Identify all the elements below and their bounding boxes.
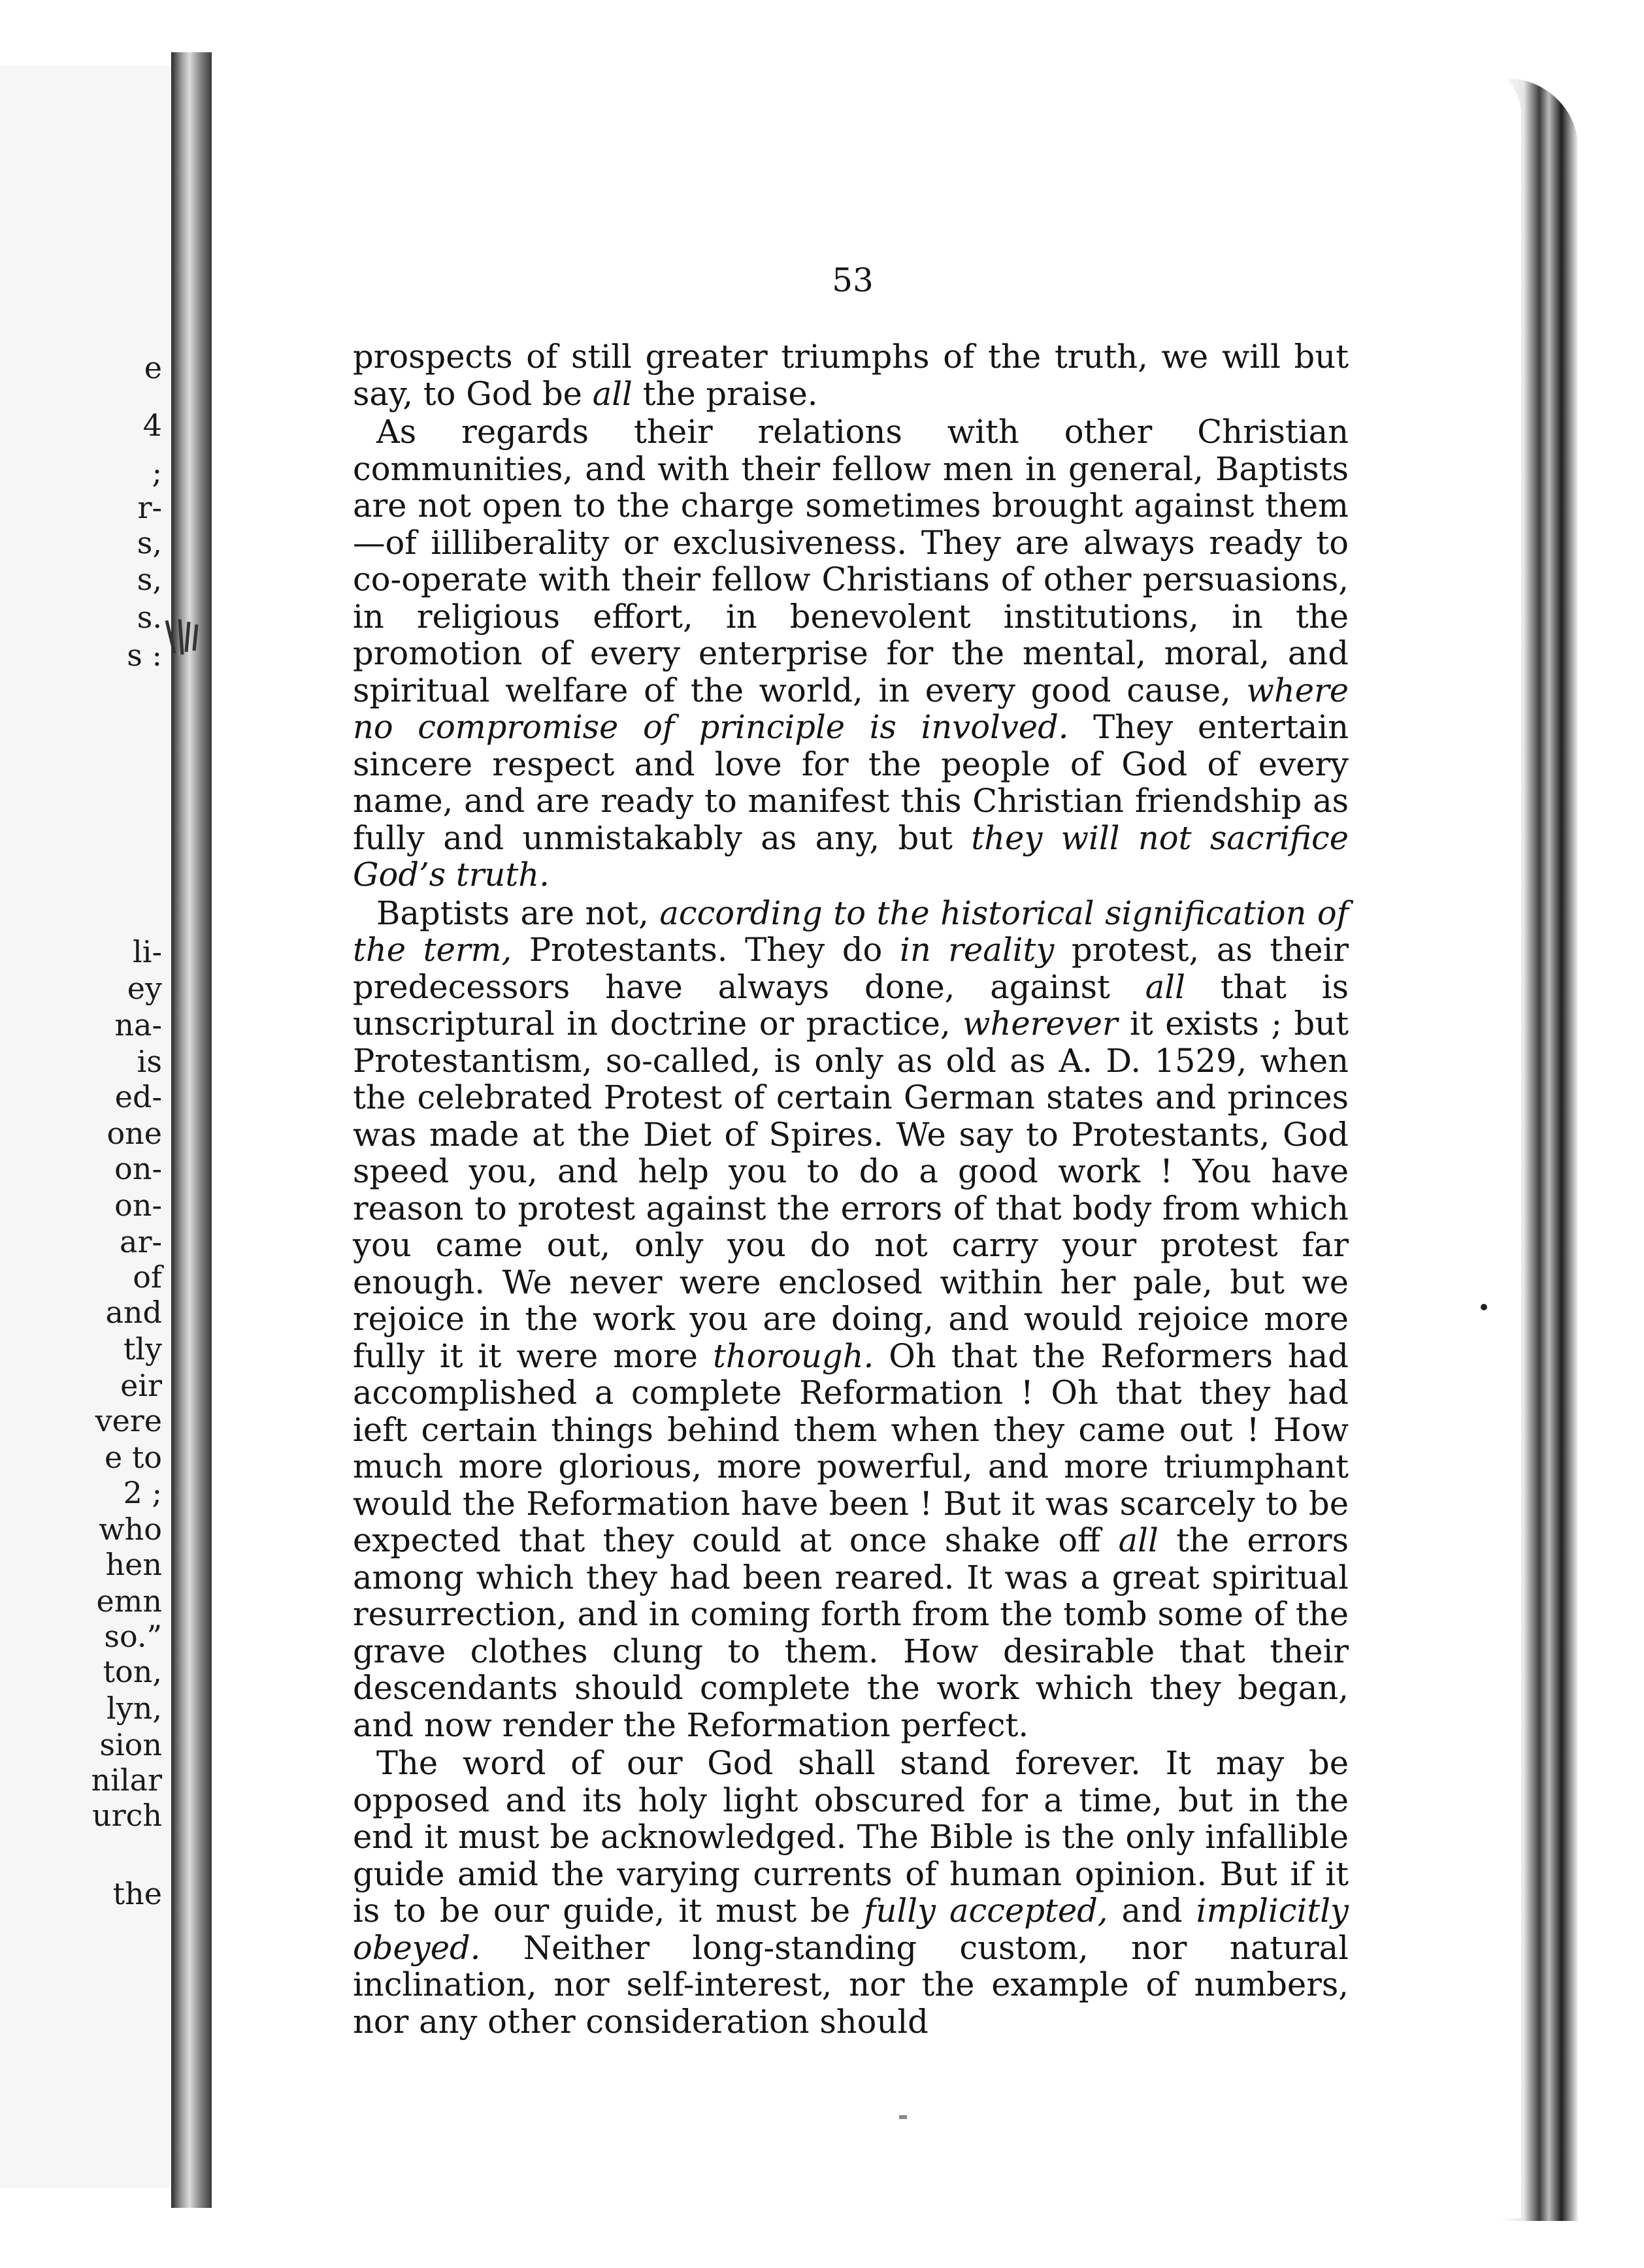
left-page-fragment: and <box>105 1295 162 1330</box>
left-page-fragment: so.” <box>104 1619 162 1654</box>
left-page-fragment: s : <box>127 638 162 673</box>
italic-text: thorough. <box>712 1336 874 1375</box>
text-run: Oh that the Reformers had accomplished a complete Reformation ! Oh that they had ieft certain things behind them when they came out ! How much more glorious, more powerful, and more triumphant would the Reformation have been ! But it was scarcely to be expected that they could at once shake off <box>353 1336 1349 1559</box>
page-number: 53 <box>832 261 874 299</box>
left-page-fragment: sion <box>99 1727 162 1762</box>
left-page-fragment: li- <box>133 934 162 969</box>
left-page-fragment: ; <box>152 455 162 490</box>
text-run: the errors among which they had been reared. It was a great spiritual resurrection, and in coming forth from the tomb some of the grave clothes clung to them. How desirable that their descendants should complete the work which they began, and now render the Reformation perfect. <box>353 1521 1349 1744</box>
paragraph <box>353 338 1349 412</box>
paragraph <box>353 1745 1349 2040</box>
left-page-fragment: hen <box>105 1547 162 1582</box>
text-run: prospects of still greater triumphs of the truth, we will but say, to God be <box>353 338 1349 413</box>
italic-text: fully accepted, <box>864 1892 1108 1930</box>
print-speck <box>899 2115 907 2119</box>
left-page-fragment: s, <box>137 562 162 597</box>
text-run: that is unscriptural in doctrine or practice, <box>353 967 1349 1043</box>
italic-text: wherever <box>962 1005 1118 1043</box>
left-facing-page <box>0 65 171 2188</box>
left-page-fragment: vere <box>95 1403 162 1438</box>
paragraph <box>353 413 1349 894</box>
text-run: protest, as their predecessors have always done, against <box>353 931 1349 1006</box>
left-page-fragment: e <box>144 350 162 385</box>
italic-text: all <box>1145 967 1185 1006</box>
left-page-fragment: ton, <box>103 1654 162 1689</box>
text-run: Baptists are not, <box>376 894 660 932</box>
left-page-fragment: one <box>107 1116 162 1151</box>
left-page-fragment: the <box>112 1876 162 1911</box>
binding-thread-icon <box>160 614 206 660</box>
text-run: the praise. <box>632 374 818 413</box>
text-run: They entertain sincere respect and love for the people of God of every name, and are ready to manifest this Christian friendship as fully and unmistakably as any, but <box>353 708 1349 857</box>
left-page-fragment: nilar <box>91 1762 162 1798</box>
italic-text: according to the historical signification of the term, <box>353 894 1349 969</box>
text-run: Neither long-standing custom, nor natural inclination, nor self-interest, nor the example of numbers, nor any other consideration should <box>353 1928 1349 2041</box>
text-run: Protestants. They do <box>512 931 900 969</box>
left-page-fragment: of <box>133 1259 162 1295</box>
book-gutter <box>171 52 212 2208</box>
left-page-fragment: urch <box>91 1798 162 1833</box>
left-page-fragment: on- <box>114 1188 162 1223</box>
text-run: The word of our God shall stand forever. It may be opposed and its holy light obscured for a time, but in the end it must be acknowledged. The Bible is the only infallible guide amid the varying currents of human opinion. But if it is to be our guide, it must be <box>353 1744 1349 1930</box>
italic-text: in reality <box>899 931 1055 969</box>
left-page-fragment: s, <box>137 525 162 560</box>
left-page-fragment: ar- <box>120 1224 162 1259</box>
left-page-fragment: s. <box>137 600 162 635</box>
italic-text: they will not sacrifice God’s truth. <box>353 818 1349 894</box>
left-page-fragment: emn <box>96 1583 162 1619</box>
text-run: it exists ; but Protestantism, so-called, is only as old as A. D. 1529, when the celebrated Protest of certain German states and princes was made at the Diet of Spires. We say to Protestants, God speed you, and help you to do a good work ! You have reason to protest against the errors of that body from which you came out, only you do not carry your protest far enough. We never were enclosed within her pale, but we rejoice in the work you are doing, and would rejoice more fully it it were more <box>353 1005 1349 1375</box>
left-page-fragment: tly <box>123 1331 162 1367</box>
italic-text: all <box>592 374 633 413</box>
left-page-fragment: eir <box>120 1368 162 1403</box>
left-page-fragment: ed- <box>114 1079 162 1114</box>
left-page-fragment: na- <box>114 1007 162 1043</box>
left-page-fragment: 2 ; <box>123 1475 162 1510</box>
text-run: and <box>1108 1892 1196 1930</box>
left-page-fragment: who <box>99 1512 162 1547</box>
left-page-fragment: r- <box>137 490 162 525</box>
paragraph <box>353 895 1349 1744</box>
italic-text: implicitly obeyed. <box>353 1892 1349 1967</box>
print-speck <box>1481 1304 1487 1310</box>
italic-text: all <box>1118 1521 1159 1559</box>
left-page-line-fragments <box>0 65 171 2188</box>
left-page-fragment: 4 <box>142 408 162 443</box>
left-page-fragment: on- <box>114 1151 162 1186</box>
left-page-fragment: e to <box>104 1440 162 1475</box>
italic-text: where no compromise of principle is involved. <box>353 671 1349 746</box>
left-page-fragment: ey <box>127 971 162 1006</box>
left-page-fragment: is <box>137 1044 162 1079</box>
body-text <box>353 338 1349 2040</box>
text-run: As regards their relations with other Christian communities, and with their fellow men in general, Baptists are not open to the charge sometimes brought against them—of iilliberality or exclusiveness. They are always ready to co-operate with their fellow Christians of other persuasions, in religious effort, in benevolent institutions, in the promotion of every enterprise for the mental, moral, and spiritual welfare of the world, in every good cause, <box>353 413 1349 709</box>
left-page-fragment: lyn, <box>107 1691 162 1726</box>
